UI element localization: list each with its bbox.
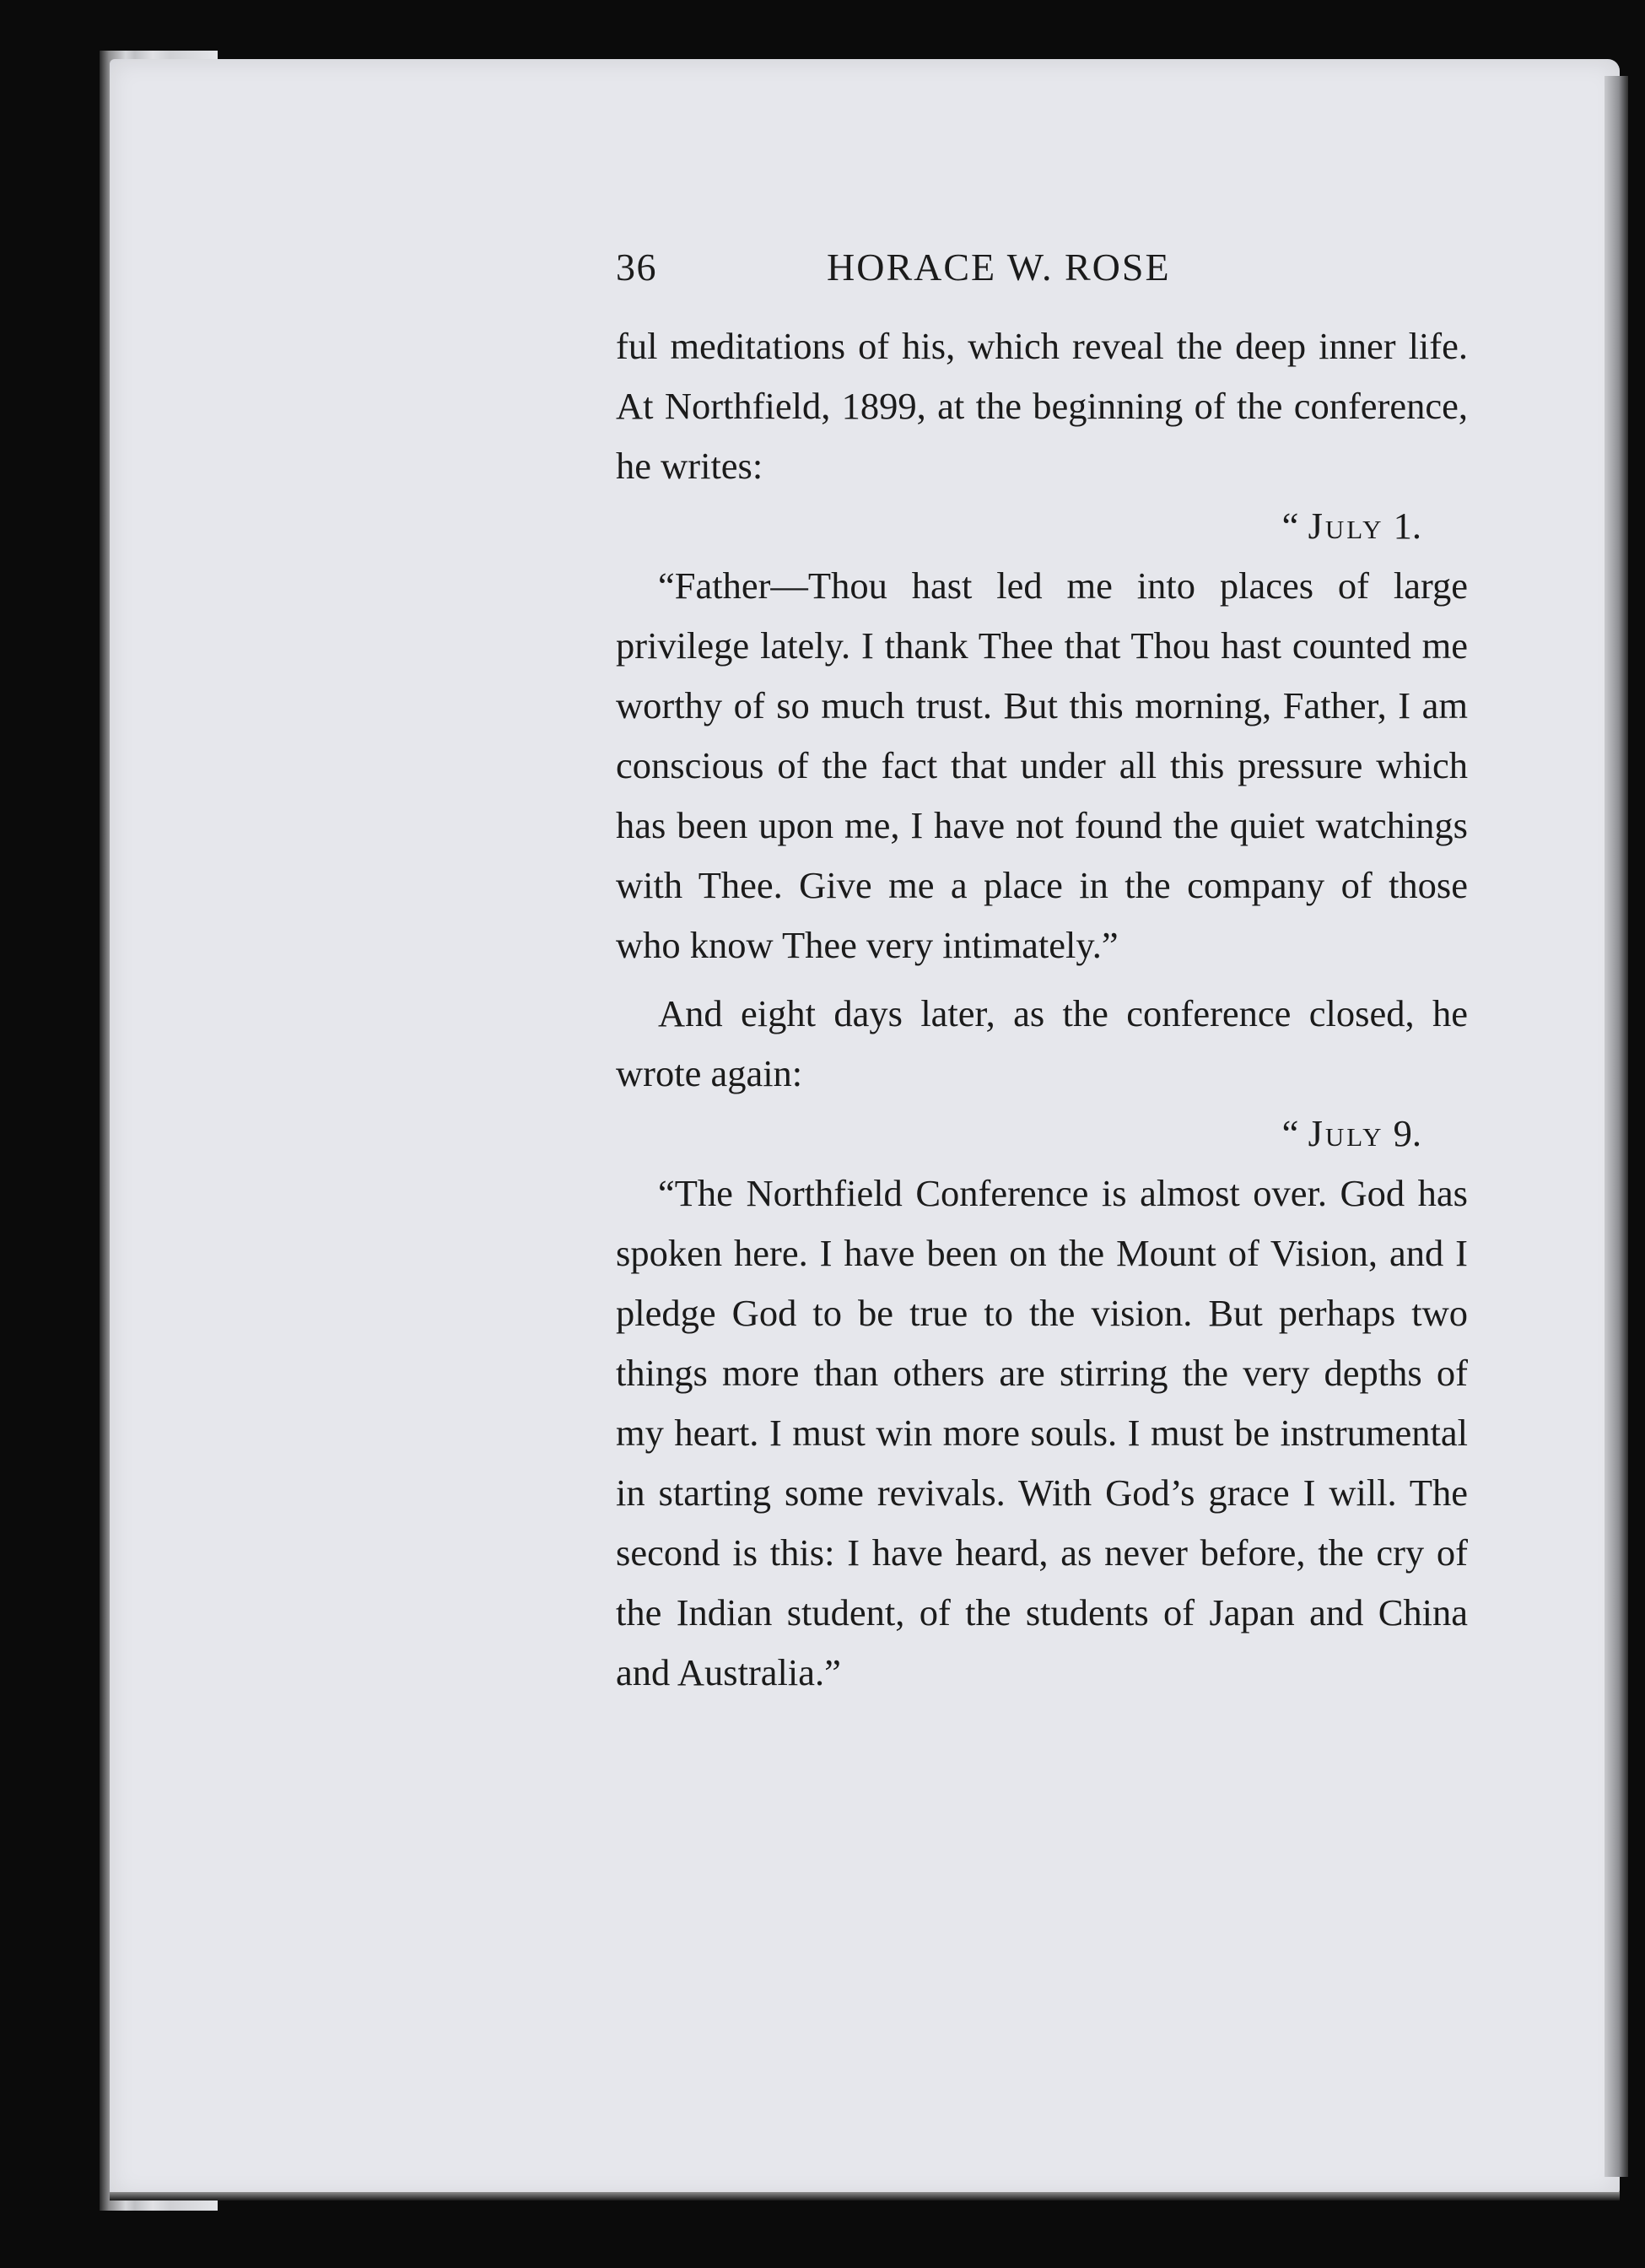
dateline-month: July bbox=[1308, 1112, 1384, 1154]
running-title: HORACE W. ROSE bbox=[827, 246, 1171, 289]
page-bottom-edge bbox=[110, 2192, 1620, 2200]
paragraph-eight-days-later: And eight days later, as the conference closed, he wrote again: bbox=[616, 992, 1468, 1094]
body-text bbox=[616, 316, 1468, 1703]
dateline-quote: “ bbox=[1281, 505, 1299, 547]
dateline-july-1 bbox=[616, 496, 1468, 556]
paragraph-prayer: “Father—Thou hast led me into places of large privilege lately. I thank Thee that Thou hast counted me worthy of so much trust. But this morning, Father, I am conscious of the fact that under all this pressure which has been upon me, I have not found the quiet watchings with Thee. Give me a place in the company of those who know Thee very intimately.” bbox=[616, 564, 1468, 966]
dateline-day: 1. bbox=[1393, 505, 1421, 547]
dateline-day: 9. bbox=[1393, 1112, 1421, 1154]
page-text-block bbox=[616, 245, 1468, 1703]
page-right-edge bbox=[1605, 76, 1628, 2177]
dateline-july-9 bbox=[616, 1104, 1468, 1164]
page-number: 36 bbox=[616, 246, 657, 289]
running-head bbox=[616, 245, 1468, 295]
dateline-quote: “ bbox=[1281, 1112, 1299, 1154]
dateline-month: July bbox=[1308, 505, 1384, 547]
paragraph-intro: ful meditations of his, which reveal the deep inner life. At Northfield, 1899, at the beginning of the conference, he writes: bbox=[616, 325, 1468, 487]
paragraph-northfield-conference: “The Northfield Conference is almost over. God has spoken here. I have been on the Mount of Vision, and I pledge God to be true to the vision. But perhaps two things more than others are stirring the very depths of my heart. I must win more souls. I must be instrumental in starting some revivals. With God’s grace I will. The second is this: I have heard, as never before, the cry of the Indian student, of the students of Japan and China and Australia.” bbox=[616, 1172, 1468, 1693]
